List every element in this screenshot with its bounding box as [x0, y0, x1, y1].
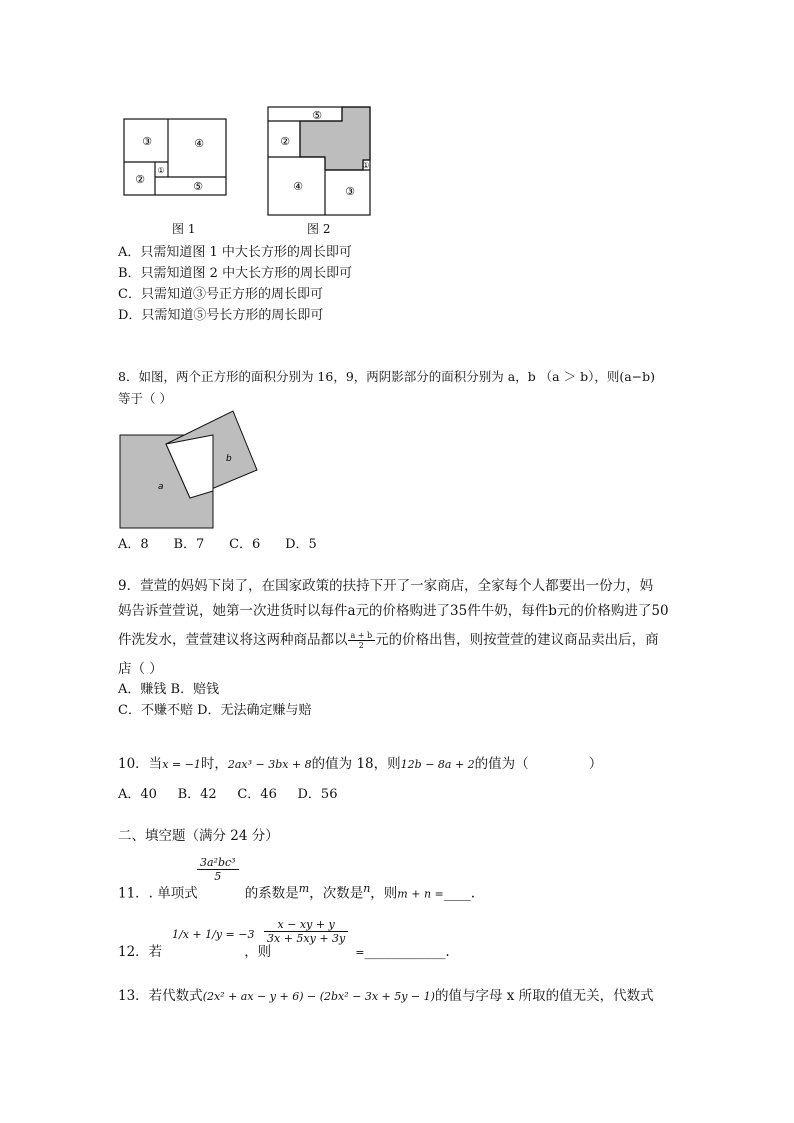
- q12-fraction-denominator: 3x + 5xy + 3y: [267, 932, 346, 945]
- q10-stem: [118, 755, 602, 774]
- q8-stem-line2: 等于（ ）: [118, 391, 172, 406]
- fig2-label-3: ③: [345, 185, 355, 198]
- q10-condition: x = −1: [162, 758, 201, 771]
- q12-equals: =: [355, 946, 365, 959]
- q11-end: .: [470, 885, 476, 902]
- fig1-caption: 图 1: [172, 222, 196, 236]
- q9-line3-pre: 件洗发水，萱萱建议将这两种商品都以: [118, 632, 348, 648]
- fig2-label-4: ④: [293, 180, 303, 193]
- q9-fraction-denominator: 2: [358, 641, 364, 650]
- q9-stem-line2: 妈告诉萱萱说，她第一次进货时以每件a元的价格购进了35件牛奶，每件b元的价格购进了50: [118, 603, 669, 619]
- q11-var-m: m: [298, 882, 310, 895]
- q13-pre: 13．若代数式: [118, 988, 203, 1004]
- q10-pre: 10．当: [118, 756, 163, 772]
- fig2-label-5: ⑤: [312, 109, 322, 122]
- q11-stem: [118, 880, 475, 904]
- q10-expression-1: 2ax³ − 3bx + 8: [227, 758, 312, 771]
- q12-condition: 1/x + 1/y = −3: [172, 928, 255, 941]
- q13-stem: [118, 987, 654, 1006]
- fig1-label-2: ②: [135, 173, 145, 186]
- q8-options: A．8 B．7 C．6 D．5: [118, 537, 317, 552]
- fig1-label-3: ③: [142, 135, 152, 148]
- fig2-label-1: ①: [362, 161, 370, 170]
- q13-post: 的值与字母 x 所取的值无关，代数式: [434, 988, 654, 1004]
- section-2-title: 二、填空题（满分 24 分）: [118, 828, 279, 844]
- q11-answer-blank: ____: [443, 885, 471, 902]
- fig1-label-5: ⑤: [193, 180, 203, 193]
- q10-expression-2: 12b − 8a + 2: [400, 758, 475, 771]
- q11-fraction-numerator: 3a²bc³: [197, 856, 239, 870]
- q12-fraction-numerator: x − xy + y: [264, 918, 348, 932]
- q7-option-b: B．只需知道图 2 中大长方形的周长即可: [118, 266, 353, 281]
- q10-mid2: 的值为 18，则: [311, 756, 401, 772]
- q10-options: A．40 B．42 C．46 D．56: [118, 787, 338, 802]
- q10-mid1: 时，: [200, 756, 228, 772]
- q12-pre: 12．若: [118, 944, 163, 960]
- q9-stem-line3: [118, 627, 659, 653]
- q12-fraction: [264, 918, 348, 945]
- fig1-label-1: ①: [157, 166, 165, 175]
- q7-option-a: A．只需知道图 1 中大长方形的周长即可: [118, 245, 352, 260]
- q11-post3: ，则: [370, 885, 398, 902]
- q8-label-b: b: [226, 454, 232, 464]
- fig2-label-2: ②: [280, 135, 290, 148]
- q9-options-line1: A．赚钱 B．赔钱: [118, 682, 220, 697]
- q9-fraction-numerator: a + b: [348, 631, 376, 641]
- q12-end: .: [445, 944, 450, 960]
- q9-price-fraction: [348, 631, 376, 650]
- q11-post2: ，次数是: [309, 885, 364, 902]
- q8-figure: [118, 406, 263, 532]
- figure-1: [118, 112, 238, 232]
- q11-expression: m + n =: [397, 887, 444, 901]
- q11-post1: 的系数是: [244, 885, 299, 902]
- q11-fraction-denominator: 5: [214, 870, 222, 883]
- q9-stem-line4: 店（ ）: [118, 661, 163, 677]
- fig2-caption: 图 2: [307, 222, 331, 236]
- q11-pre: 11．. 单项式: [118, 885, 198, 902]
- figure-2: [262, 100, 382, 220]
- q11-monomial-fraction: [197, 856, 239, 883]
- q11-var-n: n: [363, 882, 371, 895]
- q13-expression: (2x² + ax − y + 6) − (2bx² − 3x + 5y − 1): [202, 990, 435, 1003]
- q7-option-d: D．只需知道⑤号长方形的周长即可: [118, 308, 324, 323]
- q8-label-a: a: [158, 482, 164, 492]
- q9-stem-line1: 9．萱萱的妈妈下岗了，在国家政策的扶持下开了一家商店，全家每个人都要出一份力，妈: [118, 578, 654, 594]
- q10-post: 的值为（ ）: [474, 756, 603, 772]
- q8-stem-line1: 8．如图，两个正方形的面积分别为 16，9，两阴影部分的面积分别为 a，b （a ＞ b），则(a−b): [118, 369, 656, 384]
- q9-line3-post: 元的价格出售，则按萱萱的建议商品卖出后，商: [375, 632, 659, 648]
- q12-stem: [118, 943, 450, 962]
- fig1-label-4: ④: [194, 137, 204, 150]
- q7-option-c: C．只需知道③号正方形的周长即可: [118, 287, 323, 302]
- q12-answer-blank: ____________: [364, 944, 446, 960]
- q9-options-line2: C．不赚不赔 D．无法确定赚与赔: [118, 703, 312, 718]
- q12-mid: ，则: [244, 944, 272, 960]
